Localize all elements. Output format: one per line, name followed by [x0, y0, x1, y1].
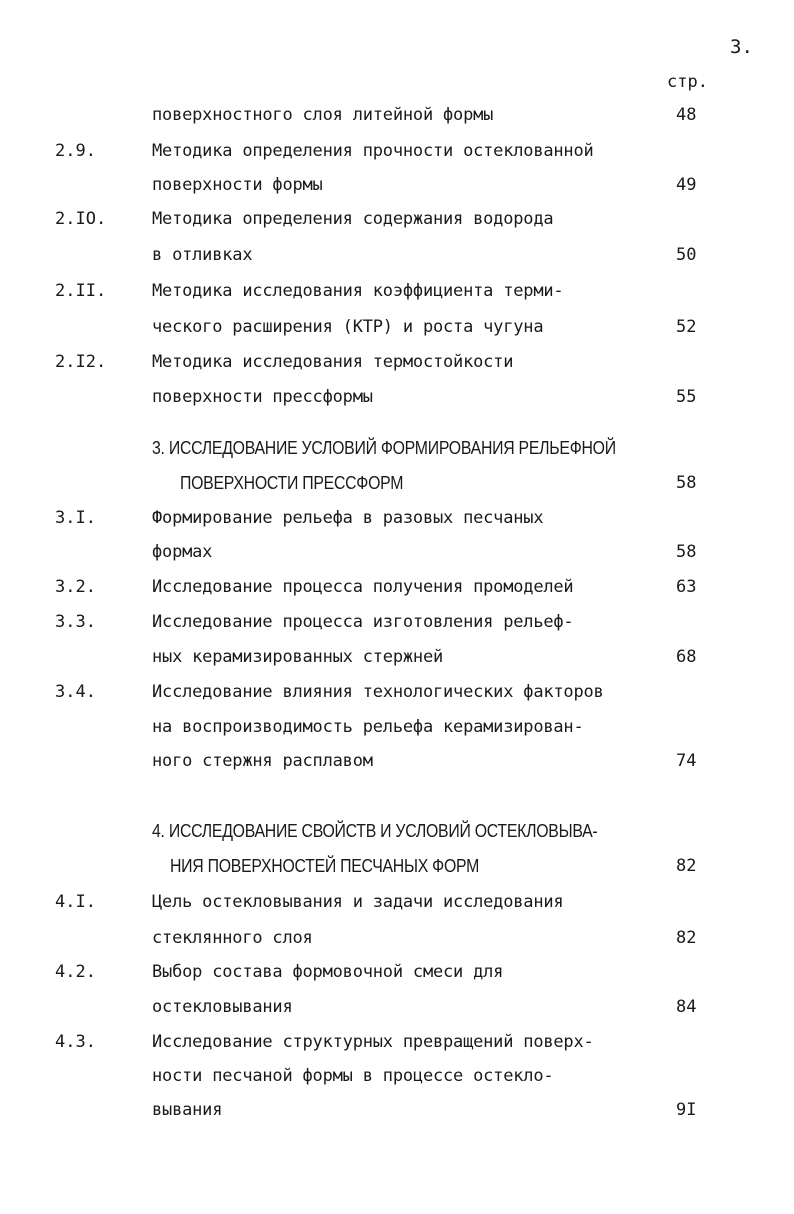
section-title-line: 3. ИССЛЕДОВАНИЕ УСЛОВИЙ ФОРМИРОВАНИЯ РЕЛЬЕФНОЙ: [152, 438, 616, 458]
entry-text-line: Исследование структурных превращений поверх-: [152, 1032, 594, 1052]
section-title-line: НИЯ ПОВЕРХНОСТЕЙ ПЕСЧАНЫХ ФОРМ: [170, 856, 480, 876]
entry-page: 74: [676, 751, 697, 771]
entry-text-line: Исследование процесса изготовления рельеф-: [152, 612, 574, 632]
entry-page: 84: [676, 997, 697, 1017]
entry-number: 2.II.: [55, 281, 107, 301]
entry-number: 3.3.: [55, 612, 96, 632]
entry-page: 55: [676, 387, 697, 407]
entry-number: 2.9.: [55, 141, 96, 161]
entry-page: 58: [676, 542, 697, 562]
entry-text-line: остекловывания: [152, 997, 293, 1017]
entry-text-line: ного стержня расплавом: [152, 751, 373, 771]
entry-text-line: вывания: [152, 1100, 223, 1120]
entry-text-line: Исследование влияния технологических факторов: [152, 682, 604, 702]
entry-page: 48: [676, 105, 697, 125]
entry-text-line: ческого расширения (КТР) и роста чугуна: [152, 317, 544, 337]
entry-text-line: Цель остекловывания и задачи исследования: [152, 892, 564, 912]
entry-text-line: поверхности прессформы: [152, 387, 373, 407]
entry-text-line: Формирование рельефа в разовых песчаных: [152, 508, 544, 528]
entry-number: 2.IO.: [55, 209, 107, 229]
entry-page: 82: [676, 856, 697, 876]
entry-text-line: поверхностного слоя литейной формы: [152, 105, 494, 125]
entry-text-line: стеклянного слоя: [152, 928, 313, 948]
entry-page: 9I: [676, 1100, 697, 1120]
entry-number: 2.I2.: [55, 352, 107, 372]
entry-page: 68: [676, 647, 697, 667]
section-title-line: ПОВЕРХНОСТИ ПРЕССФОРМ: [180, 473, 404, 493]
entry-page: 63: [676, 577, 697, 597]
page-number: 3.: [730, 36, 753, 58]
entry-text-line: в отливках: [152, 245, 253, 265]
entry-page: 58: [676, 473, 697, 493]
entry-page: 82: [676, 928, 697, 948]
entry-text-line: ных керамизированных стержней: [152, 647, 444, 667]
entry-number: 3.I.: [55, 508, 96, 528]
page-column-header: стр.: [667, 72, 708, 92]
entry-number: 4.I.: [55, 892, 96, 912]
entry-page: 52: [676, 317, 697, 337]
entry-page: 50: [676, 245, 697, 265]
entry-text-line: на воспроизводимость рельефа керамизирован-: [152, 717, 584, 737]
entry-number: 4.2.: [55, 962, 96, 982]
entry-text-line: ности песчаной формы в процессе остекло-: [152, 1066, 554, 1086]
entry-text-line: поверхности формы: [152, 175, 323, 195]
entry-text-line: Выбор состава формовочной смеси для: [152, 962, 504, 982]
section-title-line: 4. ИССЛЕДОВАНИЕ СВОЙСТВ И УСЛОВИЙ ОСТЕКЛОВЫВА-: [152, 821, 598, 841]
entry-text-line: формах: [152, 542, 213, 562]
entry-text-line: Исследование процесса получения промоделей: [152, 577, 574, 597]
entry-text-line: Методика определения содержания водорода: [152, 209, 554, 229]
entry-text-line: Методика исследования термостойкости: [152, 352, 514, 372]
entry-page: 49: [676, 175, 697, 195]
entry-number: 3.2.: [55, 577, 96, 597]
entry-number: 3.4.: [55, 682, 96, 702]
entry-number: 4.3.: [55, 1032, 96, 1052]
entry-text-line: Методика определения прочности остеклованной: [152, 141, 594, 161]
entry-text-line: Методика исследования коэффициента терми-: [152, 281, 564, 301]
